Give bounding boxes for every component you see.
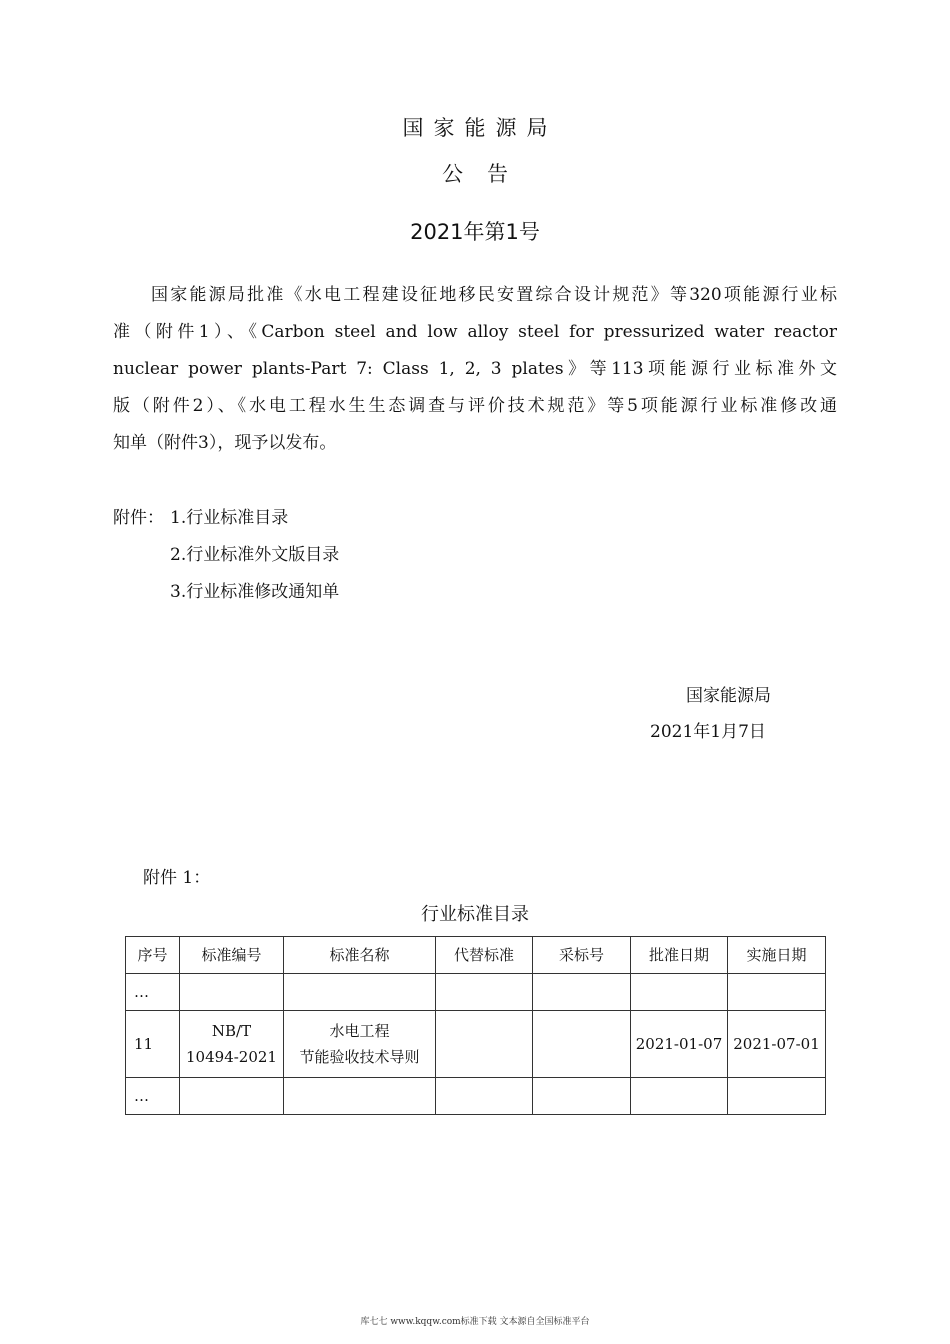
column-header-replaces: 代替标准: [436, 937, 533, 974]
column-header-effective: 实施日期: [728, 937, 826, 974]
cell-adopted: [533, 1011, 631, 1078]
cell-name-line2: 节能验收技术导则: [299, 1048, 420, 1066]
attachment-item-2: 2.行业标准外文版目录: [170, 545, 340, 565]
table-row: [126, 1011, 826, 1078]
annex-label: 附件 1：: [143, 868, 211, 888]
cell-name: [284, 1011, 436, 1078]
body-line-5: 知单（附件3），现予以发布。: [113, 433, 337, 453]
cell-code: [180, 1011, 284, 1078]
column-header-adopted: 采标号: [533, 937, 631, 974]
body-line-2: 准（附件1）、《Carbon steel and low alloy steel for pressurized water reactor: [113, 322, 837, 342]
cell-code-line1: NB/T: [211, 1022, 252, 1040]
body-line-4: 版（附件2）、《水电工程水生生态调查与评价技术规范》等5项能源行业标准修改通: [113, 396, 837, 416]
footer-source-note: 库七七 www.kqqw.com标准下载 文本源自全国标准平台: [360, 1317, 590, 1327]
ellipsis-cell: …: [126, 974, 180, 1011]
signature-org: 国家能源局: [686, 686, 771, 706]
body-line-3: nuclear power plants-Part 7: Class 1, 2, 3 plates》等113项能源行业标准外文: [113, 359, 837, 379]
attachment-item-3: 3.行业标准修改通知单: [170, 582, 340, 602]
cell-replaces: [436, 1011, 533, 1078]
annex-table-title: 行业标准目录: [421, 904, 529, 925]
table-header-row: [126, 937, 826, 974]
attachment-item-1: 1.行业标准目录: [170, 508, 289, 528]
cell-code-line2: 10494-2021: [186, 1048, 277, 1066]
ellipsis-cell: …: [126, 1078, 180, 1115]
cell-name-line1: 水电工程: [329, 1022, 390, 1040]
table-row: [126, 974, 826, 1011]
column-header-seq: 序号: [126, 937, 180, 974]
notice-heading: 公告: [442, 162, 532, 186]
column-header-name: 标准名称: [284, 937, 436, 974]
column-header-approved: 批准日期: [631, 937, 728, 974]
table-row: [126, 1078, 826, 1115]
attachments-label: 附件：: [113, 508, 164, 528]
signature-date: 2021年1月7日: [650, 722, 766, 742]
cell-seq: 11: [126, 1011, 180, 1078]
cell-effective: 2021-07-01: [728, 1011, 826, 1078]
standards-table: [125, 936, 826, 1115]
body-line-1: 国家能源局批准《水电工程建设征地移民安置综合设计规范》等320项能源行业标: [151, 285, 837, 305]
notice-number: 2021年第1号: [410, 220, 540, 244]
issuing-org-title: 国家能源局: [402, 116, 558, 140]
cell-approved: 2021-01-07: [631, 1011, 728, 1078]
column-header-code: 标准编号: [180, 937, 284, 974]
